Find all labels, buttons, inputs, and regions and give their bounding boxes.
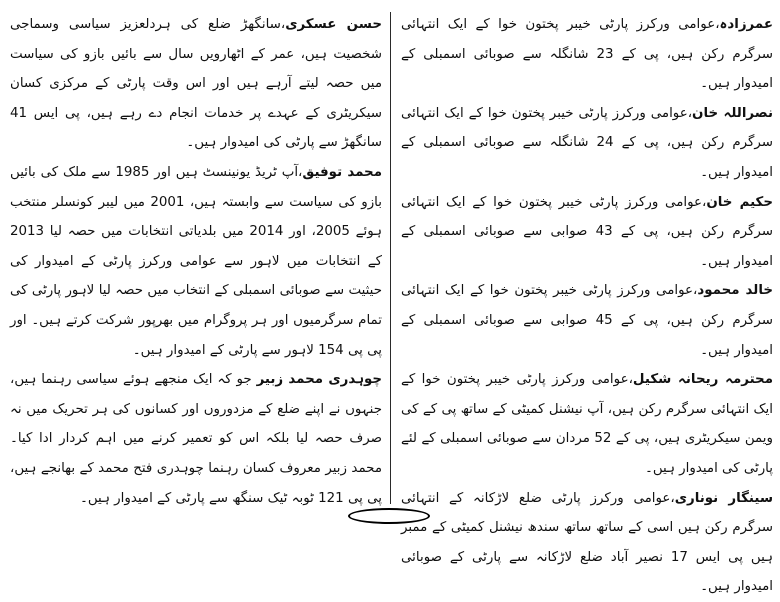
candidate-name: عمرزادہ xyxy=(719,17,773,32)
name-separator: ، xyxy=(298,164,303,180)
candidate-name: سینگار نوناری xyxy=(674,490,773,506)
candidate-description: عوامی ورکرز پارٹی خیبر پختون خوا کے ایک انتہائی سرگرم رکن ہیں، پی کے 43 صوابی سے صوبائی اسمبلی کے امیدوار ہیں۔ xyxy=(401,194,773,269)
candidate-description: عوامی ورکرز پارٹی خیبر پختون خوا کے ایک انتہائی سرگرم رکن ہیں، پی کے 23 شانگلہ سے صوبائی اسمبلی کے امیدوار ہیں۔ xyxy=(401,17,773,92)
candidate-entry xyxy=(401,365,773,483)
candidate-name: نصراللہ خان xyxy=(692,105,773,121)
candidate-name: خالد محمود xyxy=(697,283,773,299)
candidate-description: عوامی ورکرز پارٹی خیبر پختون خوا کے ایک انتہائی سرگرم رکن ہیں، پی کے 45 صوابی سے صوبائی اسمبلی کے امیدوار ہیں۔ xyxy=(401,283,773,358)
candidate-description: عوامی ورکرز پارٹی ضلع لاڑکانہ کے انتہائی سرگرم رکن ہیں اسی کے ساتھ ساتھ سندھ نیشنل کمیٹی کے ممبر ہیں پی ایس 17 نصیر آباد ضلع لاڑکانہ سے پارٹی کے صوبائی امیدوار ہیں۔ xyxy=(401,490,773,595)
name-separator: ، xyxy=(693,283,698,299)
candidate-description: آپ ٹریڈ یونینسٹ ہیں اور 1985 سے ملک کی بائیں بازو کی سیاست سے وابستہ ہیں، 2001 میں لیبر کونسلر منتخب ہوئے 2005، اور 2014 میں بلدیاتی انتخابات میں حصہ لیا 2013 کے انتخابات میں لاہور سے عوامی ورکرز پارٹی کے امیدوار کی حیثیت سے صوبائی اسمبلی کے انتخاب میں حصہ لیا لاہور پارٹی کی تمام سرگرمیوں اور ہر پروگرام میں بھرپور شرکت کرتے ہیں۔ اور پی پی 154 لاہور سے پارٹی کے امیدوار ہیں۔ xyxy=(10,164,382,358)
candidate-entry xyxy=(10,365,382,513)
candidate-description: عوامی ورکرز پارٹی خیبر پختون خوا کے ایک انتہائی سرگرم رکن ہیں، پی کے 24 شانگلہ سے صوبائی اسمبلی کے امیدوار ہیں۔ xyxy=(401,105,773,180)
candidate-name: حسن عسکری xyxy=(285,17,383,32)
right-column xyxy=(401,10,773,602)
column-divider xyxy=(390,12,391,504)
name-separator: ، xyxy=(628,372,633,388)
name-separator: ، xyxy=(702,194,707,210)
candidate-entry xyxy=(401,484,773,602)
candidate-name: محمد توفیق xyxy=(302,164,382,180)
candidate-description: جو کہ ایک منجھے ہوئے سیاسی رہنما ہیں، جنہوں نے اپنے ضلع کے مزدوروں اور کسانوں کی ہر تحریک میں نہ صرف حصہ لیا بلکہ اس کو تعمیر کرنے میں اہم کردار ادا کیا۔ محمد زبیر معروف کسان رہنما چوہدری فتح محمد کے بھانجے ہیں، پی پی 121 ٹوبہ ٹیک سنگھ سے پارٹی کے امیدوار ہیں۔ xyxy=(10,372,382,506)
name-separator: ، xyxy=(687,105,693,121)
name-separator: ، xyxy=(715,17,720,32)
end-of-article-oval xyxy=(348,508,430,524)
candidate-entry xyxy=(401,276,773,365)
candidate-description: عوامی ورکرز پارٹی خیبر پختون خوا کے ایک انتہائی سرگرم رکن ہیں، آپ نیشنل کمیٹی کے ساتھ پی کے کی ویمن سیکریٹری ہیں، پی کے 52 مردان سے صوبائی اسمبلی کے لئے پارٹی کی امیدوار ہیں۔ xyxy=(401,372,773,476)
name-separator: ، xyxy=(280,17,286,32)
left-column xyxy=(10,10,382,513)
candidate-entry xyxy=(401,10,773,99)
candidate-entry xyxy=(401,188,773,277)
name-separator: ، xyxy=(670,490,675,506)
candidate-name: حکیم خان xyxy=(706,194,773,210)
candidate-name: چوہدری محمد زبیر xyxy=(256,372,382,388)
candidate-name: محترمہ ریحانہ شکیل xyxy=(632,372,773,388)
candidate-description: سانگھڑ ضلع کی ہردلعزیز سیاسی وسماجی شخصیت ہیں، عمر کے اٹھارویں سال سے بائیں بازو کی سیاست میں حصہ لیتے آرہے ہیں اور اس وقت پارٹی کے مرکزی کسان سیکریٹری کے عہدے پر خدمات انجام دے رہے ہیں، پی ایس 41 سانگھڑ سے پارٹی کی امیدوار ہیں۔ xyxy=(10,17,382,151)
candidate-entry xyxy=(10,158,382,365)
candidate-entry xyxy=(401,99,773,188)
candidate-entry xyxy=(10,10,382,158)
